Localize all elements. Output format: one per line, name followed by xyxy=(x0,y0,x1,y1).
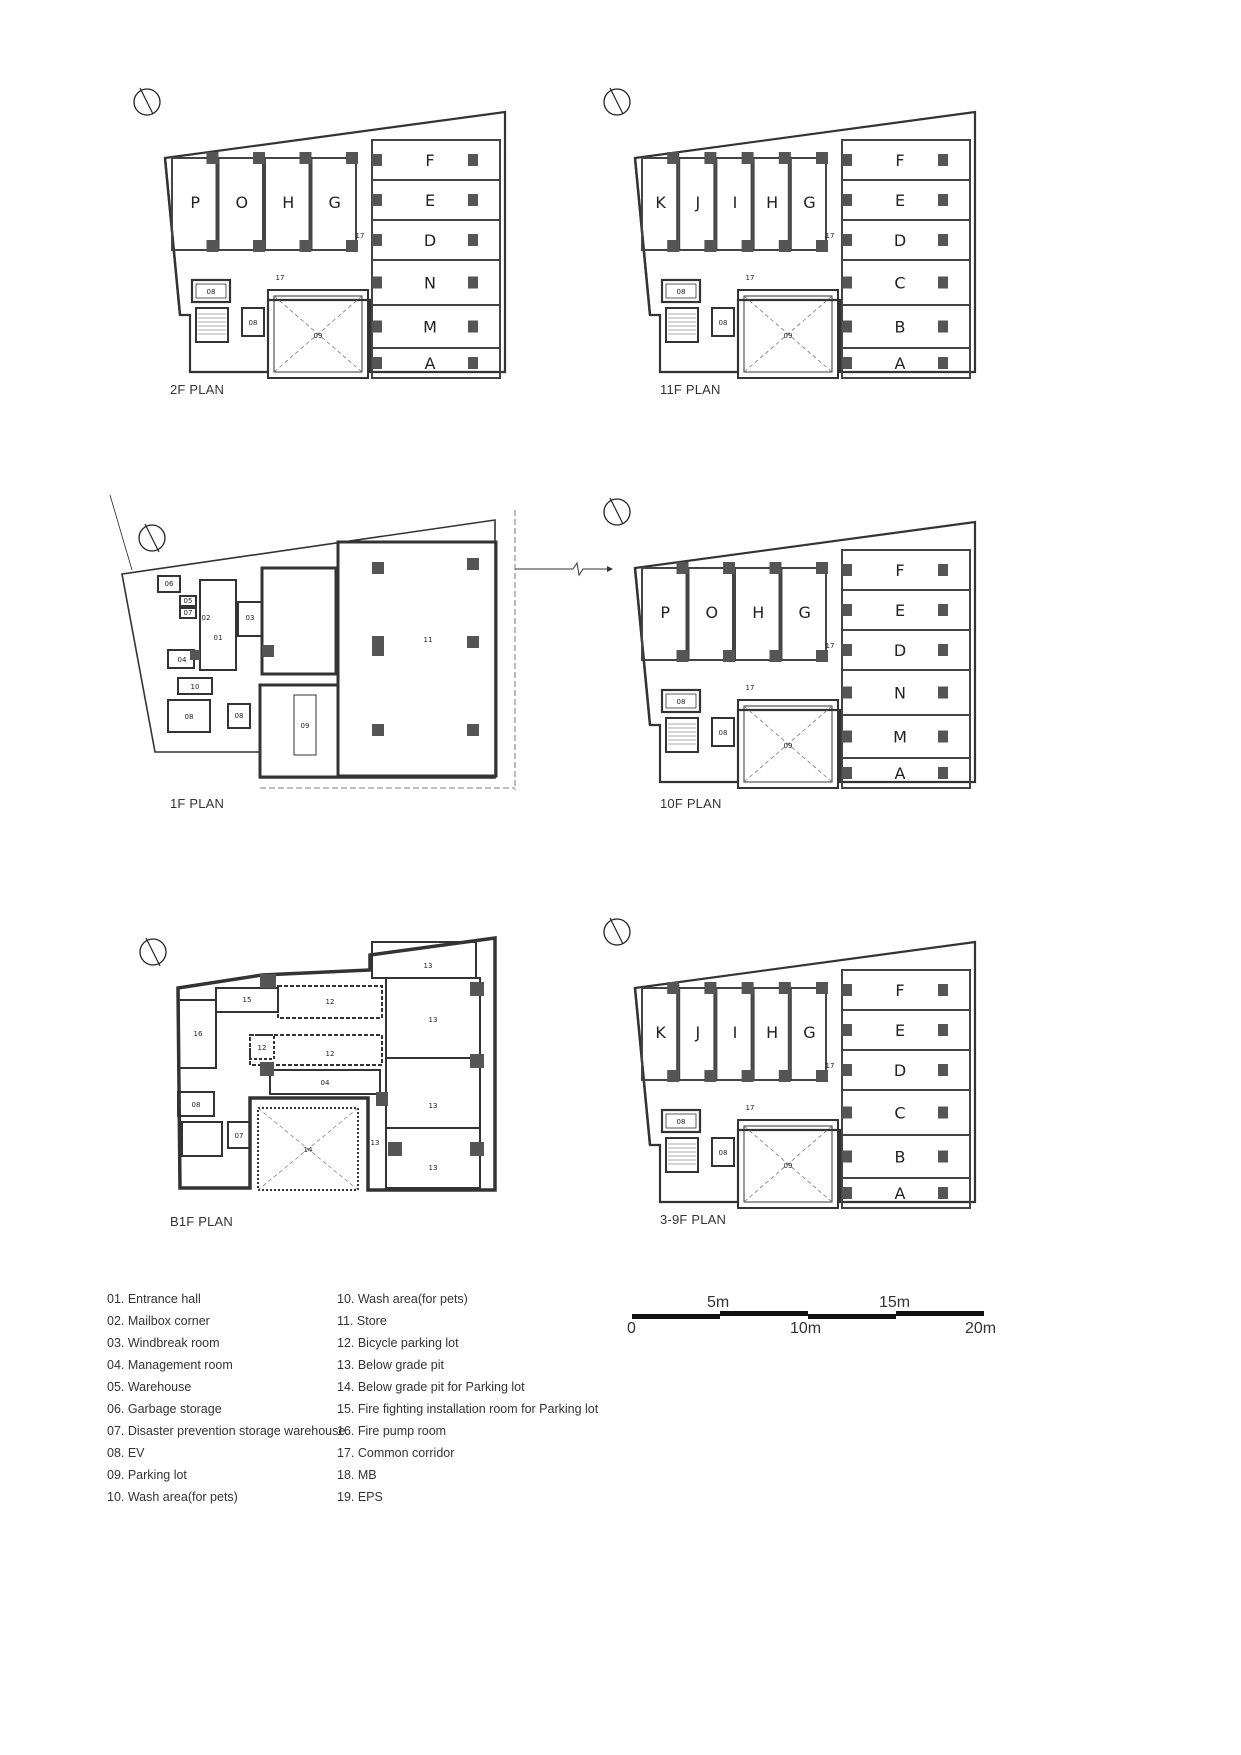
unit-label: E xyxy=(894,191,906,210)
svg-text:08: 08 xyxy=(206,288,216,296)
legend-item: 08. EV xyxy=(107,1446,145,1460)
room-number: 04 xyxy=(320,1079,330,1087)
legend-right xyxy=(337,1288,598,1508)
unit-label: D xyxy=(893,231,907,250)
room-number: 13 xyxy=(423,962,433,970)
unit-label: K xyxy=(655,193,666,212)
legend-item: 13. Below grade pit xyxy=(337,1358,445,1372)
north-arrow-icon xyxy=(604,918,630,945)
scale-label-15m: 15m xyxy=(879,1294,911,1311)
unit-label: J xyxy=(695,193,701,212)
core xyxy=(662,690,734,752)
legend-item: 12. Bicycle parking lot xyxy=(337,1336,459,1350)
svg-text:17: 17 xyxy=(825,1062,835,1070)
svg-text:17: 17 xyxy=(745,274,755,282)
unit-label: I xyxy=(732,193,738,212)
unit-label: O xyxy=(235,193,249,212)
floor-plan-b1f xyxy=(150,930,510,1210)
unit-label: N xyxy=(894,683,906,703)
room-number: 07 xyxy=(183,609,193,617)
unit-label: G xyxy=(803,1023,816,1042)
connector-arrow-icon xyxy=(515,560,615,580)
unit-label: A xyxy=(894,764,906,783)
legend-item: 11. Store xyxy=(337,1314,387,1328)
unit-label: P xyxy=(190,193,201,212)
unit-label: B xyxy=(894,317,906,337)
plan-1f xyxy=(110,490,530,811)
room-number: 12 xyxy=(257,1044,267,1052)
svg-text:09: 09 xyxy=(783,742,793,750)
unit-label: E xyxy=(894,601,906,620)
plan-b1f xyxy=(150,930,510,1229)
unit-label: G xyxy=(328,193,341,212)
svg-text:17: 17 xyxy=(745,684,755,692)
room-number: 16 xyxy=(193,1030,203,1038)
core xyxy=(662,280,734,342)
unit-label: H xyxy=(282,193,295,212)
scale-label-0: 0 xyxy=(627,1320,636,1337)
svg-text:08: 08 xyxy=(718,1149,728,1157)
plan-title: B1F PLAN xyxy=(170,1214,234,1229)
legend-item: 07. Disaster prevention storage warehouse xyxy=(107,1424,346,1438)
room-number: 15 xyxy=(242,996,252,1004)
unit-label: C xyxy=(894,1103,906,1123)
room-number: 13 xyxy=(428,1164,438,1172)
unit-label: G xyxy=(798,603,811,622)
unit-label: A xyxy=(424,354,436,373)
unit-label: F xyxy=(895,561,905,580)
legend-item: 06. Garbage storage xyxy=(107,1402,222,1416)
parking-void xyxy=(738,1120,838,1208)
unit-label: D xyxy=(423,231,437,250)
unit-label: N xyxy=(424,273,436,293)
unit-label: F xyxy=(895,151,905,170)
north-arrow-icon xyxy=(604,88,630,115)
north-arrow-icon xyxy=(110,495,165,570)
plan-3-9f xyxy=(620,940,980,1230)
legend-item: 14. Below grade pit for Parking lot xyxy=(337,1380,525,1394)
room-number: 08 xyxy=(234,712,244,720)
legend-left xyxy=(107,1288,345,1508)
svg-text:08: 08 xyxy=(676,288,686,296)
unit-label: H xyxy=(766,193,779,212)
parking-void xyxy=(738,290,838,378)
unit-label: D xyxy=(893,641,907,660)
unit-label: K xyxy=(655,1023,666,1042)
unit-label: G xyxy=(803,193,816,212)
svg-text:09: 09 xyxy=(783,332,793,340)
legend-item: 16. Fire pump room xyxy=(337,1424,447,1438)
room-number: 13 xyxy=(428,1016,438,1024)
room-number: 01 xyxy=(213,634,223,642)
parking-void xyxy=(738,700,838,788)
unit-label: A xyxy=(894,1184,906,1203)
plan-title: 1F PLAN xyxy=(170,796,225,811)
legend-item: 17. Common corridor xyxy=(337,1446,455,1460)
room-number: 13 xyxy=(370,1139,380,1147)
room-number: 14 xyxy=(303,1146,313,1154)
room-number: 05 xyxy=(183,597,193,605)
unit-label: C xyxy=(894,273,906,293)
building-outline xyxy=(635,112,975,372)
floor-plan-2f xyxy=(150,110,510,400)
legend-item: 18. MB xyxy=(337,1468,377,1482)
legend-item: 15. Fire fighting installation room for Parking lot xyxy=(337,1402,599,1416)
svg-text:08: 08 xyxy=(676,1118,686,1126)
building-outline xyxy=(635,942,975,1202)
room-number: 03 xyxy=(245,614,255,622)
svg-text:08: 08 xyxy=(248,319,258,327)
unit-label: M xyxy=(893,727,907,747)
core xyxy=(662,1110,734,1172)
room-number: 02 xyxy=(201,614,211,622)
unit-label: F xyxy=(895,981,905,1000)
svg-text:09: 09 xyxy=(783,1162,793,1170)
legend-item: 01. Entrance hall xyxy=(107,1292,201,1306)
room-number: 04 xyxy=(177,656,187,664)
room-number: 10 xyxy=(190,683,200,691)
north-arrow-icon xyxy=(134,88,160,115)
legend-item: 19. EPS xyxy=(337,1490,383,1504)
floor-plan-11f xyxy=(620,110,980,400)
plan-title: 10F PLAN xyxy=(660,796,722,811)
unit-label: F xyxy=(425,151,435,170)
legend-item: 10. Wash area(for pets) xyxy=(107,1490,238,1504)
svg-text:17: 17 xyxy=(825,642,835,650)
svg-text:08: 08 xyxy=(718,729,728,737)
plan-title: 3-9F PLAN xyxy=(660,1212,727,1227)
plan-10f xyxy=(620,520,980,810)
scale-label-20m: 20m xyxy=(965,1320,997,1337)
svg-text:17: 17 xyxy=(355,232,365,240)
svg-text:09: 09 xyxy=(300,722,310,730)
svg-text:17: 17 xyxy=(745,1104,755,1112)
svg-text:08: 08 xyxy=(718,319,728,327)
unit-label: P xyxy=(660,603,671,622)
room-number: 12 xyxy=(325,998,335,1006)
svg-text:11: 11 xyxy=(423,636,433,644)
legend-item: 09. Parking lot xyxy=(107,1468,187,1482)
unit-label: D xyxy=(893,1061,907,1080)
svg-text:09: 09 xyxy=(313,332,323,340)
scale-bar xyxy=(625,1290,1005,1350)
floor-plan-3-9f xyxy=(620,940,980,1230)
unit-label: J xyxy=(695,1023,701,1042)
unit-label: H xyxy=(752,603,765,622)
plan-title: 2F PLAN xyxy=(170,382,225,397)
unit-label: B xyxy=(894,1147,906,1167)
scale-label-5m: 5m xyxy=(707,1294,730,1311)
unit-label: M xyxy=(423,317,437,337)
plan-2f xyxy=(150,110,510,400)
room-number: 06 xyxy=(164,580,174,588)
svg-text:08: 08 xyxy=(676,698,686,706)
legend-item: 02. Mailbox corner xyxy=(107,1314,210,1328)
unit-label: I xyxy=(732,1023,738,1042)
scale-label-10m: 10m xyxy=(790,1320,822,1337)
svg-text:17: 17 xyxy=(275,274,285,282)
room-number: 08 xyxy=(191,1101,201,1109)
svg-text:17: 17 xyxy=(825,232,835,240)
room-number: 08 xyxy=(184,713,194,721)
floor-plan-1f xyxy=(110,490,530,800)
north-arrow-icon xyxy=(140,938,166,966)
north-arrow-icon xyxy=(604,498,630,525)
legend-item: 10. Wash area(for pets) xyxy=(337,1292,468,1306)
core xyxy=(192,280,264,342)
unit-label: E xyxy=(894,1021,906,1040)
plan-title: 11F PLAN xyxy=(660,382,721,397)
legend-item: 03. Windbreak room xyxy=(107,1336,220,1350)
legend-item: 04. Management room xyxy=(107,1358,233,1372)
unit-label: H xyxy=(766,1023,779,1042)
unit-label: E xyxy=(424,191,436,210)
legend-item: 05. Warehouse xyxy=(107,1380,192,1394)
unit-label: A xyxy=(894,354,906,373)
parking-void xyxy=(268,290,368,378)
floor-plan-10f xyxy=(620,520,980,810)
unit-label: O xyxy=(705,603,719,622)
room-number: 12 xyxy=(325,1050,335,1058)
plan-11f xyxy=(620,110,980,400)
room-number: 07 xyxy=(234,1132,244,1140)
room-number: 13 xyxy=(428,1102,438,1110)
